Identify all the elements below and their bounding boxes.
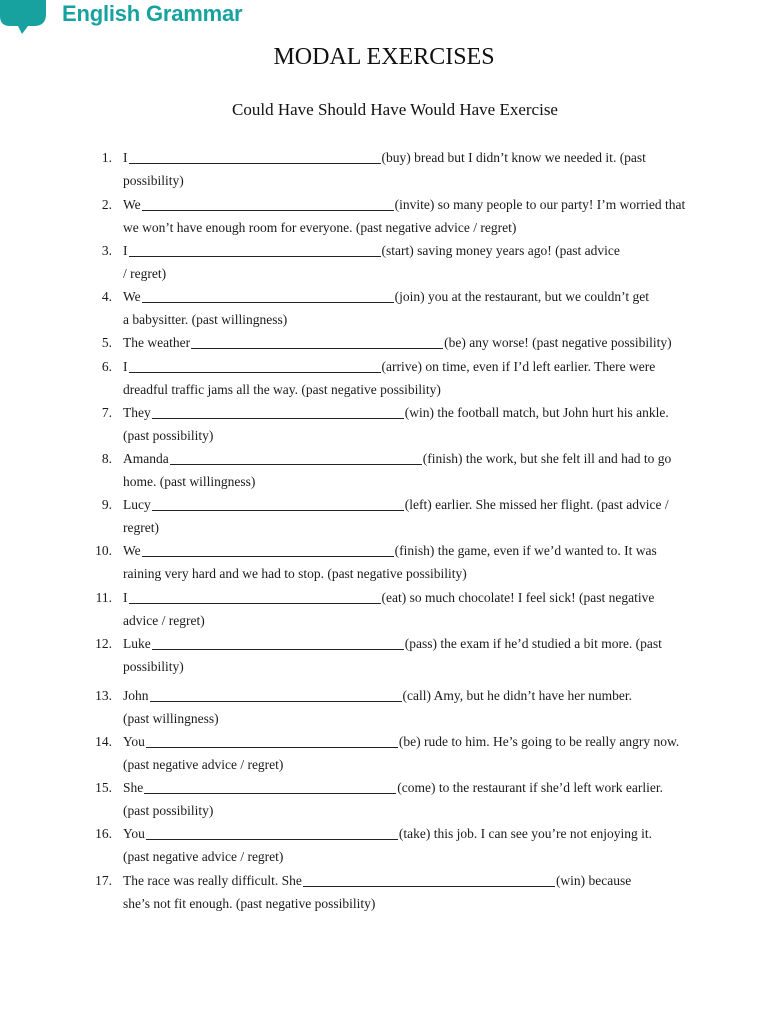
item-continuation-text: (past willingness) (123, 711, 219, 726)
answer-blank[interactable] (152, 635, 404, 650)
item-number: 12. (95, 636, 112, 651)
item-prompt-text: (call) Amy, but he didn’t have her number. (402, 688, 632, 703)
item-number: 13. (95, 688, 112, 703)
item-number: 2. (101, 197, 112, 212)
answer-blank[interactable] (170, 450, 422, 465)
item-continuation-text: (past possibility) (123, 803, 214, 818)
item-continuation-text: a babysitter. (past willingness) (123, 312, 288, 327)
item-continuation-text: regret) (123, 520, 159, 535)
item-continuation-text: we won’t have enough room for everyone. (past negative advice / regret) (123, 220, 517, 235)
item-prompt-text: (finish) the work, but she felt ill and had to go (422, 451, 672, 466)
answer-blank[interactable] (129, 149, 381, 164)
item-continuation-text: dreadful traffic jams all the way. (past negative possibility) (123, 382, 441, 397)
item-number: 1. (101, 150, 112, 165)
item-prompt-text: (win) the football match, but John hurt his ankle. (404, 405, 669, 420)
item-number: 6. (101, 359, 112, 374)
answer-blank[interactable] (152, 496, 404, 511)
item-number: 3. (101, 243, 112, 258)
item-prompt-text: (invite) so many people to our party! I’m worried that (394, 197, 686, 212)
item-continuation-text: raining very hard and we had to stop. (past negative possibility) (123, 566, 467, 581)
item-prompt-text: (eat) so much chocolate! I feel sick! (past negative (381, 590, 655, 605)
item-line (123, 331, 672, 354)
item-prompt-text: (arrive) on time, even if I’d left earlier. There were (381, 359, 656, 374)
item-line (123, 684, 632, 707)
item-lead-text: I (123, 359, 128, 374)
page-subtitle: Could Have Should Have Would Have Exercise (232, 100, 558, 119)
item-number: 16. (95, 826, 112, 841)
item-line (123, 355, 655, 378)
item-lead-text: We (123, 543, 141, 558)
answer-blank[interactable] (129, 589, 381, 604)
item-prompt-text: (buy) bread but I didn’t know we needed it. (past (381, 150, 646, 165)
item-prompt-text: (start) saving money years ago! (past advice (381, 243, 620, 258)
item-line (123, 539, 657, 562)
answer-blank[interactable] (146, 733, 398, 748)
item-line (123, 239, 620, 262)
item-number: 17. (95, 873, 112, 888)
item-lead-text: I (123, 150, 128, 165)
item-continuation-text: advice / regret) (123, 613, 205, 628)
answer-blank[interactable] (142, 542, 394, 557)
item-number: 10. (95, 543, 112, 558)
item-continuation-text: (past negative advice / regret) (123, 849, 284, 864)
item-prompt-text: (finish) the game, even if we’d wanted to. It was (394, 543, 657, 558)
item-line (123, 586, 654, 609)
answer-blank[interactable] (144, 779, 396, 794)
item-lead-text: They (123, 405, 151, 420)
item-line (123, 730, 679, 753)
item-continuation-text: she’s not fit enough. (past negative possibility) (123, 896, 376, 911)
item-prompt-text: (pass) the exam if he’d studied a bit more. (past (404, 636, 662, 651)
item-number: 11. (95, 590, 112, 605)
item-line (123, 193, 685, 216)
item-lead-text: Luke (123, 636, 151, 651)
item-line (123, 822, 652, 845)
item-number: 15. (95, 780, 112, 795)
item-continuation-text: (past negative advice / regret) (123, 757, 284, 772)
item-line (123, 285, 649, 308)
item-number: 5. (101, 335, 112, 350)
item-lead-text: We (123, 289, 141, 304)
item-line (123, 401, 669, 424)
answer-blank[interactable] (129, 242, 381, 257)
answer-blank[interactable] (142, 288, 394, 303)
answer-blank[interactable] (152, 404, 404, 419)
item-continuation-text: (past possibility) (123, 428, 214, 443)
logo (0, 0, 260, 36)
item-number: 9. (101, 497, 112, 512)
item-prompt-text: (win) because (555, 873, 632, 888)
item-line (123, 447, 671, 470)
speech-bubble-logo-icon (0, 0, 60, 36)
item-prompt-text: (be) rude to him. He’s going to be really angry now. (398, 734, 680, 749)
answer-blank[interactable] (129, 358, 381, 373)
brand-name: English Grammar (62, 1, 243, 26)
item-number: 7. (101, 405, 112, 420)
item-number: 8. (101, 451, 112, 466)
item-lead-text: The weather (123, 335, 191, 350)
item-continuation-text: / regret) (123, 266, 167, 281)
item-prompt-text: (take) this job. I can see you’re not enjoying it. (398, 826, 652, 841)
item-line (123, 493, 669, 516)
item-prompt-text: (be) any worse! (past negative possibility) (444, 335, 672, 350)
item-line (123, 869, 631, 892)
item-continuation-text: possibility) (123, 173, 184, 188)
item-lead-text: Lucy (123, 497, 151, 512)
page-title: MODAL EXERCISES (273, 44, 495, 70)
item-lead-text: Amanda (123, 451, 169, 466)
item-lead-text: John (123, 688, 149, 703)
item-line (123, 632, 662, 655)
item-continuation-text: home. (past willingness) (123, 474, 256, 489)
item-continuation-text: possibility) (123, 659, 184, 674)
answer-blank[interactable] (146, 825, 398, 840)
item-prompt-text: (join) you at the restaurant, but we couldn’t get (394, 289, 649, 304)
item-prompt-text: (come) to the restaurant if she’d left work earlier. (397, 780, 664, 795)
answer-blank[interactable] (191, 334, 443, 349)
item-prompt-text: (left) earlier. She missed her flight. (past advice / (404, 497, 669, 512)
answer-blank[interactable] (150, 687, 402, 702)
item-lead-text: She (123, 780, 144, 795)
item-lead-text: We (123, 197, 141, 212)
item-lead-text: I (123, 590, 128, 605)
item-lead-text: You (123, 734, 145, 749)
item-lead-text: I (123, 243, 128, 258)
item-lead-text: You (123, 826, 145, 841)
item-line (123, 776, 663, 799)
item-number: 4. (101, 289, 112, 304)
item-lead-text: The race was really difficult. She (123, 873, 302, 888)
item-line (123, 146, 646, 169)
answer-blank[interactable] (303, 872, 555, 887)
item-number: 14. (95, 734, 112, 749)
answer-blank[interactable] (142, 196, 394, 211)
